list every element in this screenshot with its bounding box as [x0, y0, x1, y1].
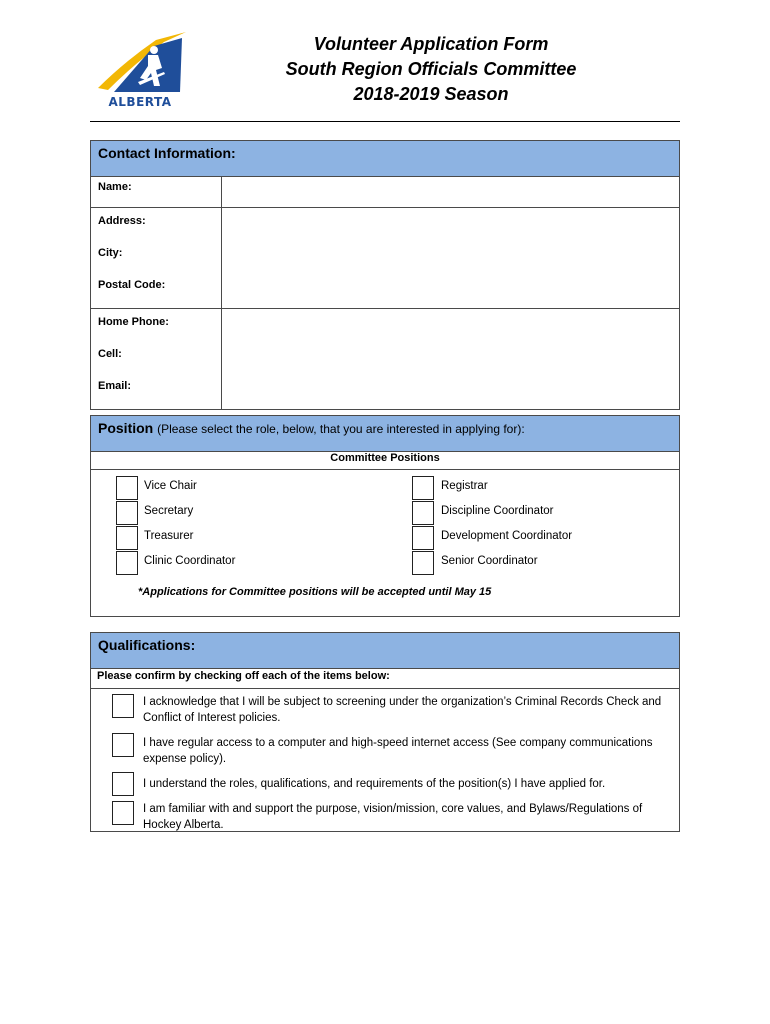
discipline-coordinator-checkbox[interactable] [412, 501, 434, 525]
title-line-3: 2018-2019 Season [353, 84, 509, 104]
position-heading: Position [98, 420, 154, 436]
title-divider [90, 121, 680, 122]
contact-section-header [90, 140, 680, 177]
development-coordinator-checkbox[interactable] [412, 526, 434, 550]
vice-chair-label: Vice Chair [144, 480, 197, 492]
form-title [0, 32, 770, 107]
bylaws-familiarity-checkbox[interactable] [112, 801, 134, 825]
treasurer-checkbox[interactable] [116, 526, 138, 550]
cell-label: Cell: [98, 348, 122, 360]
title-line-1: Volunteer Application Form [313, 34, 549, 54]
bylaws-familiarity-statement: I am familiar with and support the purpose, vision/mission, core values, and Bylaws/Regulations of Hockey Alberta. [143, 803, 643, 831]
vice-chair-checkbox[interactable] [116, 476, 138, 500]
home-phone-label: Home Phone: [98, 316, 169, 328]
qualifications-instruction: Please confirm by checking off each of the items below: [97, 670, 390, 682]
senior-coordinator-label: Senior Coordinator [441, 555, 538, 567]
contact-heading: Contact Information: [98, 145, 236, 161]
senior-coordinator-checkbox[interactable] [412, 551, 434, 575]
title-line-2: South Region Officials Committee [285, 59, 577, 79]
registrar-label: Registrar [441, 480, 488, 492]
phone-email-field[interactable] [222, 309, 680, 410]
screening-statement: I acknowledge that I will be subject to screening under the organization’s Criminal Records Check and Conflict of Interest policies. [143, 696, 662, 724]
position-heading-note: (Please select the role, below, that you are interested in applying for): [157, 422, 525, 436]
screening-checkbox[interactable] [112, 694, 134, 718]
address-label: Address: [98, 215, 146, 227]
secretary-label: Secretary [144, 505, 194, 517]
treasurer-label: Treasurer [144, 530, 194, 542]
committee-positions-title: Committee Positions [330, 452, 440, 464]
clinic-coordinator-checkbox[interactable] [116, 551, 138, 575]
registrar-checkbox[interactable] [412, 476, 434, 500]
name-field[interactable] [222, 177, 680, 208]
application-deadline-note: *Applications for Committee positions will be accepted until May 15 [138, 586, 492, 598]
postal-code-label: Postal Code: [98, 279, 166, 291]
development-coordinator-label: Development Coordinator [441, 530, 573, 542]
city-label: City: [98, 247, 123, 259]
computer-access-statement: I have regular access to a computer and high-speed internet access (See company communications expense policy). [143, 737, 653, 765]
discipline-coordinator-label: Discipline Coordinator [441, 505, 554, 517]
clinic-coordinator-label: Clinic Coordinator [144, 555, 236, 567]
committee-positions-divider [90, 469, 680, 470]
roles-understanding-statement: I understand the roles, qualifications, and requirements of the position(s) I have applied for. [143, 778, 606, 790]
qualifications-section-header [90, 632, 680, 669]
position-section-header [90, 415, 680, 452]
name-label: Name: [98, 181, 132, 193]
qualifications-heading: Qualifications: [98, 637, 196, 653]
logo-wordmark: ALBERTA [108, 95, 172, 108]
email-label: Email: [98, 380, 132, 392]
computer-access-checkbox[interactable] [112, 733, 134, 757]
qualifications-divider [90, 688, 680, 689]
roles-understanding-checkbox[interactable] [112, 772, 134, 796]
address-field[interactable] [222, 208, 680, 309]
secretary-checkbox[interactable] [116, 501, 138, 525]
contact-table [90, 176, 680, 410]
